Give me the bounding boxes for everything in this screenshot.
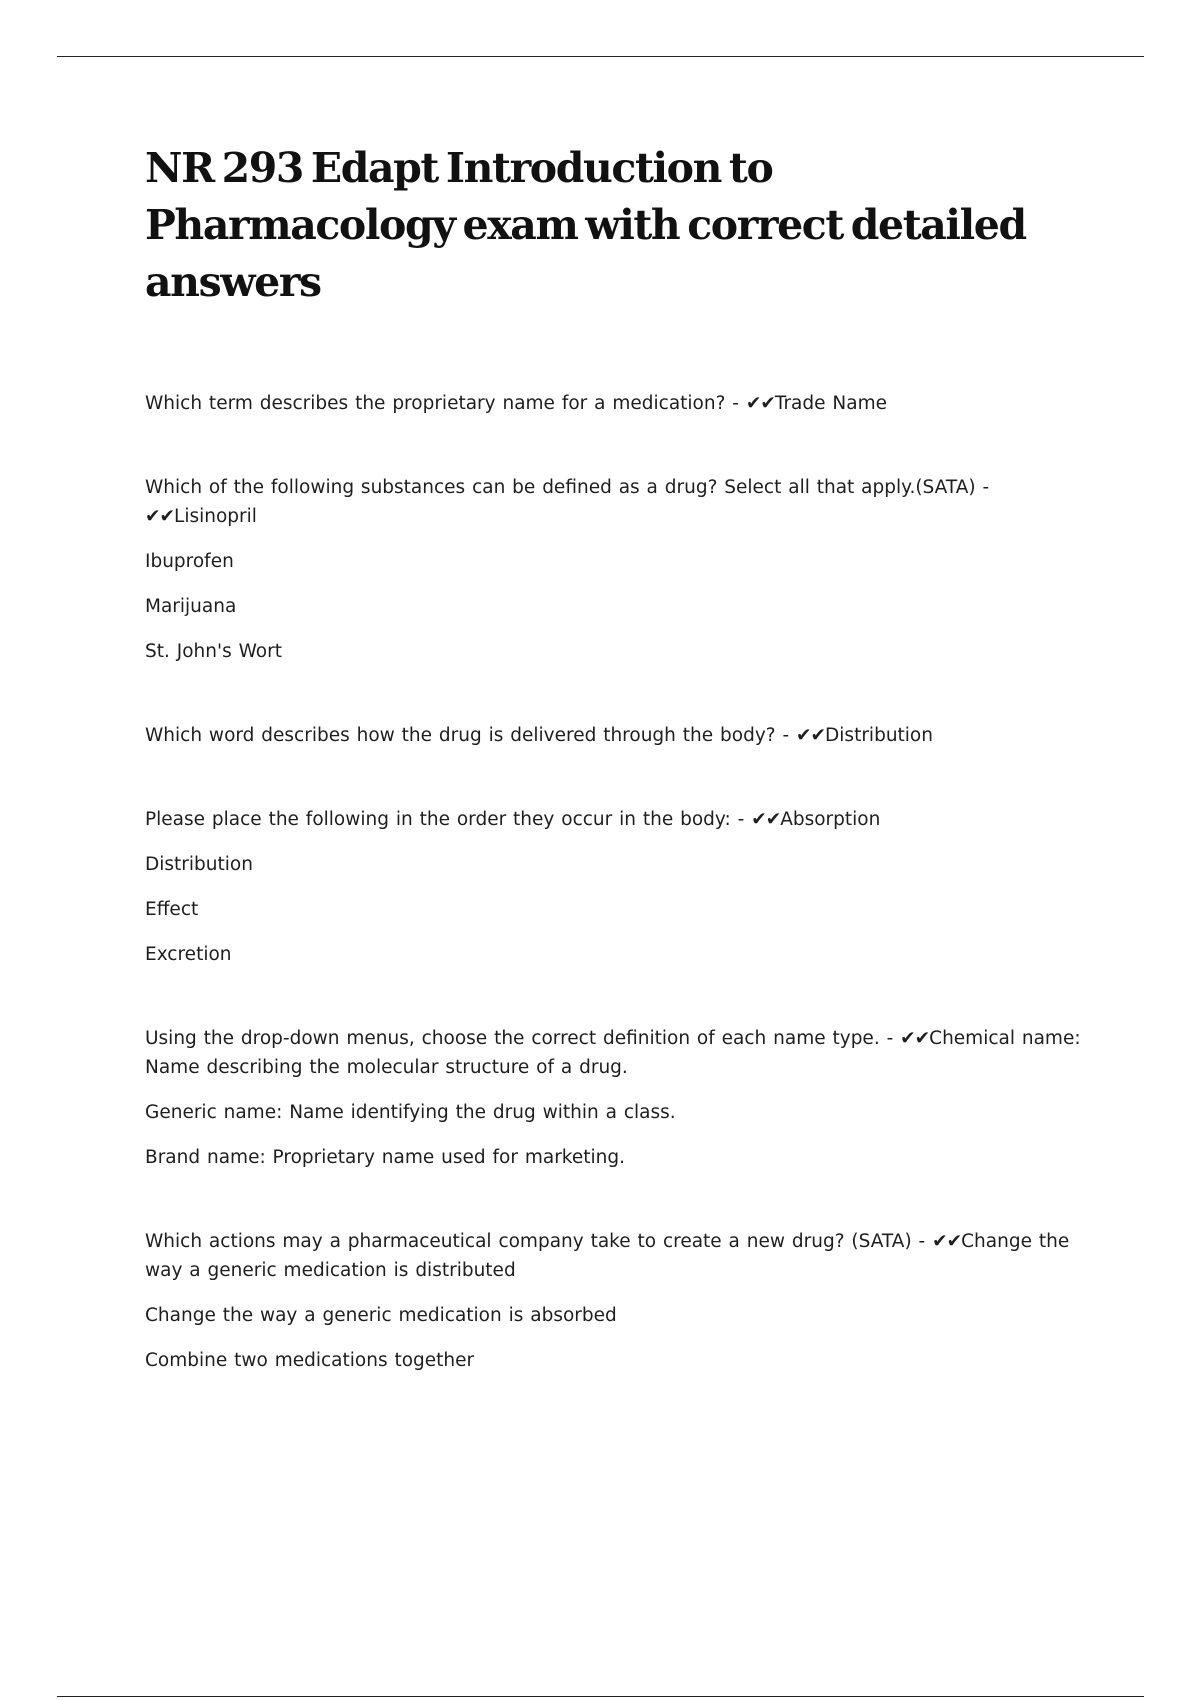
answer-line: Effect: [145, 899, 199, 920]
question-line: [145, 805, 1085, 834]
qa-item: [145, 473, 1085, 666]
check-mark-icon: ✔✔: [900, 1028, 930, 1049]
qa-list: [145, 389, 1085, 1375]
qa-item: [145, 1024, 1085, 1172]
check-mark-icon: ✔✔: [145, 506, 175, 527]
question-line: [145, 1024, 1085, 1082]
question-line: [145, 1227, 1085, 1285]
top-rule: [57, 56, 1144, 57]
document-title: NR 293 Edapt Introduction to Pharmacology exam with correct detailed answers: [145, 144, 1026, 306]
answer-line: Ibuprofen: [145, 551, 234, 572]
question-line: [145, 389, 1085, 418]
document-body: [145, 140, 1085, 1430]
bottom-rule: [57, 1696, 1144, 1697]
answer-line: Generic name: Name identifying the drug within a class.: [145, 1102, 676, 1123]
check-mark-icon: ✔✔: [796, 725, 826, 746]
question-text: Which actions may a pharmaceutical company take to create a new drug? (SATA) -: [145, 1231, 933, 1252]
check-mark-icon: ✔✔: [745, 393, 775, 414]
question-text: Please place the following in the order they occur in the body: -: [145, 809, 752, 830]
question-line: [145, 473, 1085, 531]
qa-item: [145, 389, 1085, 418]
answer-line: Combine two medications together: [145, 1350, 475, 1371]
question-text: Which word describes how the drug is delivered through the body? -: [145, 725, 797, 746]
answer-line: Marijuana: [145, 596, 237, 617]
check-mark-icon: ✔✔: [932, 1231, 962, 1252]
answer-text: Distribution: [825, 725, 933, 746]
question-text: Which term describes the proprietary name for a medication? -: [145, 393, 746, 414]
answer-line: Excretion: [145, 944, 232, 965]
question-line: [145, 721, 1085, 750]
question-text: Which of the following substances can be defined as a drug? Select all that apply.(SATA) -: [145, 477, 990, 498]
qa-item: [145, 805, 1085, 969]
answer-line: Change the way a generic medication is absorbed: [145, 1305, 617, 1326]
question-text: Using the drop-down menus, choose the correct definition of each name type. -: [145, 1028, 901, 1049]
answer-text: Absorption: [780, 809, 881, 830]
check-mark-icon: ✔✔: [751, 809, 781, 830]
answer-text: Chemical name: Name describing the molecular structure of a drug.: [145, 1028, 1081, 1078]
answer-text: Lisinopril: [174, 506, 257, 527]
answer-line: Brand name: Proprietary name used for marketing.: [145, 1147, 625, 1168]
answer-text: Trade Name: [774, 393, 887, 414]
answer-text: Change the way a generic medication is distributed: [145, 1231, 1070, 1281]
answer-line: St. John's Wort: [145, 641, 282, 662]
answer-line: Distribution: [145, 854, 253, 875]
qa-item: [145, 721, 1085, 750]
qa-item: [145, 1227, 1085, 1375]
